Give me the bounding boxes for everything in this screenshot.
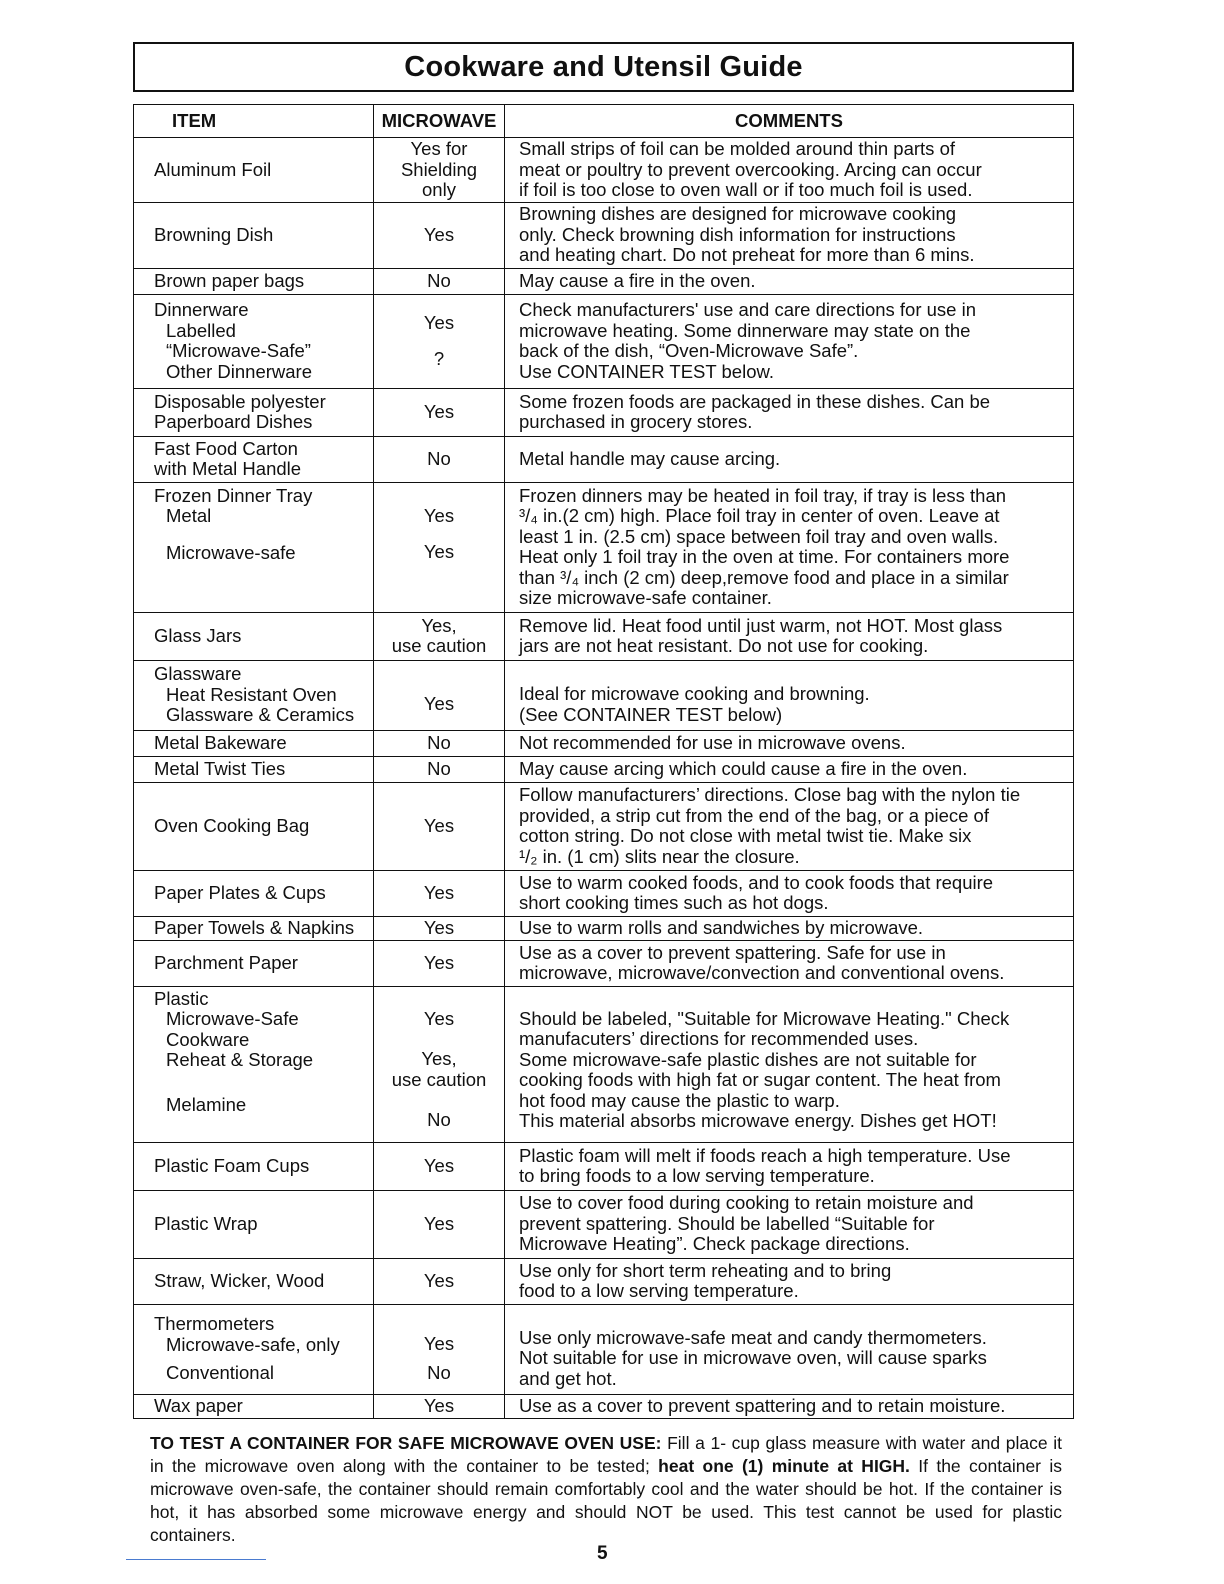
comment-line: and get hot.: [519, 1367, 617, 1389]
comment-line: microwave, microwave/convection and conventional ovens.: [519, 962, 1005, 983]
item-name: Plastic Foam Cups: [154, 1154, 310, 1176]
comment-line: Plastic foam will melt if foods reach a high temperature. Use: [519, 1144, 1011, 1166]
comment-line: Use as a cover to prevent spattering. Safe for use in: [519, 941, 946, 963]
comment-line: (See CONTAINER TEST below): [519, 703, 783, 725]
comment-line: prevent spattering. Should be labelled “Suitable for: [519, 1212, 935, 1234]
comment-line: cooking foods with high fat or sugar content. The heat from: [519, 1069, 1001, 1090]
comment-line: purchased in grocery stores.: [519, 411, 753, 432]
item-name: Paper Plates & Cups: [154, 881, 326, 903]
title-box: [133, 42, 1074, 92]
item-name: Browning Dish: [154, 223, 274, 245]
microwave-value: Yes: [423, 693, 455, 715]
item-sub-name: Conventional: [166, 1362, 274, 1384]
comment-line: back of the dish, “Oven-Microwave Safe”.: [519, 340, 859, 361]
microwave-value: Yes: [423, 814, 455, 836]
item-name: Aluminum Foil: [154, 158, 272, 180]
microwave-cell: [374, 294, 505, 388]
table-row: [134, 294, 1074, 388]
microwave-cell: [374, 138, 505, 203]
table-row: [134, 1304, 1074, 1394]
table-header-row: [134, 105, 1074, 138]
microwave-cell: [374, 1142, 505, 1190]
header-microwave: MICROWAVE: [374, 105, 505, 138]
microwave-value: Yes: [423, 951, 455, 973]
microwave-cell: [374, 202, 505, 268]
microwave-value: Yes: [423, 1007, 455, 1029]
item-name: Oven Cooking Bag: [154, 814, 310, 836]
comment-cell: [505, 940, 1074, 986]
item-sub-name: Glassware & Ceramics: [166, 704, 355, 726]
comment-line: size microwave-safe container.: [519, 587, 772, 608]
comment-cell: [505, 268, 1074, 294]
item-cell: [134, 1258, 374, 1304]
item-cell: [134, 388, 374, 436]
item-cell: [134, 482, 374, 612]
comment-cell: [505, 294, 1074, 388]
comment-line: Browning dishes are designed for microwave cooking: [519, 203, 957, 225]
item-name: Glass Jars: [154, 624, 242, 646]
microwave-value: No: [427, 757, 451, 779]
comment-cell: [505, 1190, 1074, 1258]
item-cell: [134, 986, 374, 1142]
item-cell: [134, 870, 374, 916]
comment-line: Some frozen foods are packaged in these dishes. Can be: [519, 390, 991, 412]
microwave-cell: [374, 482, 505, 612]
comment-line: than ³/₄ inch (2 cm) deep,remove food and place in a similar: [519, 566, 1009, 588]
comment-line: Not suitable for use in microwave oven, will cause sparks: [519, 1347, 987, 1369]
cookware-table: [133, 104, 1074, 1419]
table-row: [134, 916, 1074, 940]
table-row: [134, 1394, 1074, 1418]
comment-line: ¹/₂ in. (1 cm) slits near the closure.: [519, 845, 800, 867]
table-row: [134, 940, 1074, 986]
comment-line: Use to warm cooked foods, and to cook foods that require: [519, 871, 994, 893]
table-row: [134, 1190, 1074, 1258]
table-row: [134, 870, 1074, 916]
container-test-part1: Fill a 1- cup glass measure with water and place it in the microwave oven along with the container to be tested;: [150, 1433, 1062, 1476]
microwave-cell: [374, 782, 505, 870]
comment-line: jars are not heat resistant. Do not use for cooking.: [519, 635, 929, 656]
comment-line: short cooking times such as hot dogs.: [519, 892, 829, 913]
comment-line: Microwave Heating”. Check package directions.: [519, 1233, 910, 1255]
microwave-value: No: [427, 269, 451, 291]
microwave-cell: [374, 388, 505, 436]
header-item: ITEM: [134, 105, 374, 138]
microwave-value: Yes: [423, 311, 455, 333]
item-name: Metal Twist Ties: [154, 757, 286, 779]
microwave-value: No: [427, 447, 451, 469]
item-sub-name: Reheat & Storage: [166, 1049, 314, 1070]
table-row: [134, 612, 1074, 660]
item-sub-name: Melamine: [166, 1093, 247, 1115]
microwave-value: No: [427, 731, 451, 753]
comment-cell: [505, 756, 1074, 782]
microwave-value: Yes: [423, 881, 455, 903]
comment-line: provided, a strip cut from the end of the bag, or a piece of: [519, 804, 989, 826]
item-cell: [134, 1304, 374, 1394]
item-sub-name: Heat Resistant Oven: [166, 683, 337, 705]
comment-line: Use to cover food during cooking to retain moisture and: [519, 1192, 974, 1214]
microwave-cell: [374, 1304, 505, 1394]
item-cell: [134, 940, 374, 986]
comment-line: Check manufacturers' use and care directions for use in: [519, 299, 977, 320]
container-test-part2: If the container is microwave oven-safe, the container should remain comfortably cool and the water should be hot. If the container is hot, it has absorbed some microwave energy and should NOT be used. This test cannot be used for plastic containers.: [150, 1456, 1062, 1545]
microwave-value: Yes: [423, 1269, 455, 1291]
table-row: [134, 482, 1074, 612]
comment-line: only. Check browning dish information for instructions: [519, 223, 956, 245]
item-cell: [134, 916, 374, 940]
microwave-value: Yes: [423, 541, 455, 562]
comment-line: May cause a fire in the oven.: [519, 269, 756, 291]
comment-line: cotton string. Do not close with metal twist tie. Make six: [519, 825, 972, 846]
microwave-cell: [374, 436, 505, 482]
comment-line: manufacuters’ directions for recommended uses.: [519, 1028, 919, 1049]
item-cell: [134, 756, 374, 782]
comment-line: Use to warm rolls and sandwiches by microwave.: [519, 916, 924, 938]
item-name: Plastic: [154, 987, 209, 1009]
comment-cell: [505, 782, 1074, 870]
table-row: [134, 436, 1074, 482]
comment-line: if foil is too close to oven wall or if too much foil is used.: [519, 179, 973, 200]
comment-line: Metal handle may cause arcing.: [519, 447, 781, 469]
microwave-cell: [374, 986, 505, 1142]
comment-cell: [505, 138, 1074, 203]
item-cell: [134, 294, 374, 388]
item-cell: [134, 1190, 374, 1258]
comment-line: to bring foods to a low serving temperature.: [519, 1165, 875, 1186]
microwave-value: Yes,: [421, 614, 457, 636]
footer-rule: [126, 1559, 266, 1560]
microwave-value: ?: [433, 348, 445, 369]
item-sub-name: “Microwave-Safe”: [166, 340, 311, 361]
comment-cell: [505, 916, 1074, 940]
item-cell: [134, 138, 374, 203]
comment-line: Not recommended for use in microwave ovens.: [519, 731, 906, 753]
microwave-value: Yes: [423, 1333, 455, 1354]
table-row: [134, 1258, 1074, 1304]
microwave-cell: [374, 612, 505, 660]
comment-line: Ideal for microwave cooking and browning.: [519, 683, 870, 704]
item-cell: [134, 782, 374, 870]
comment-line: meat or poultry to prevent overcooking. Arcing can occur: [519, 158, 982, 180]
item-sub-name: Labelled: [166, 319, 236, 341]
comment-cell: [505, 986, 1074, 1142]
microwave-value: only: [422, 179, 456, 200]
microwave-value: Yes,: [421, 1048, 457, 1069]
table-row: [134, 756, 1074, 782]
microwave-value: Yes: [423, 1154, 455, 1176]
item-name: Plastic Wrap: [154, 1212, 258, 1234]
item-sub-name: Cookware: [166, 1028, 250, 1050]
comment-line: Small strips of foil can be molded around thin parts of: [519, 138, 956, 159]
comment-line: Use CONTAINER TEST below.: [519, 360, 774, 382]
comment-line: Should be labeled, "Suitable for Microwave Heating." Check: [519, 1007, 1010, 1029]
item-sub-name: Microwave-safe, only: [166, 1333, 340, 1355]
comment-line: ³/₄ in.(2 cm) high. Place foil tray in center of oven. Leave at: [519, 505, 1000, 526]
item-cell: [134, 730, 374, 756]
table-row: [134, 730, 1074, 756]
microwave-value: Yes: [423, 400, 455, 422]
page-number: 5: [597, 1543, 608, 1564]
microwave-value: No: [427, 1361, 451, 1383]
comment-line: Some microwave-safe plastic dishes are not suitable for: [519, 1048, 977, 1070]
item-name: Brown paper bags: [154, 269, 305, 291]
comment-cell: [505, 612, 1074, 660]
comment-cell: [505, 436, 1074, 482]
item-cell: [134, 202, 374, 268]
table-row: [134, 268, 1074, 294]
comment-line: Use as a cover to prevent spattering and to retain moisture.: [519, 1394, 1006, 1416]
comment-cell: [505, 660, 1074, 730]
item-name: Paperboard Dishes: [154, 411, 313, 432]
item-name: Frozen Dinner Tray: [154, 484, 313, 506]
microwave-cell: [374, 268, 505, 294]
table-row: [134, 1142, 1074, 1190]
item-name: Dinnerware: [154, 299, 249, 320]
microwave-value: Yes for: [410, 138, 468, 159]
item-cell: [134, 1142, 374, 1190]
table-row: [134, 138, 1074, 203]
microwave-cell: [374, 940, 505, 986]
item-name: Fast Food Carton: [154, 437, 298, 459]
container-test-heading: TO TEST A CONTAINER FOR SAFE MICROWAVE OVEN USE:: [150, 1433, 662, 1453]
microwave-cell: [374, 756, 505, 782]
item-cell: [134, 1394, 374, 1418]
microwave-cell: [374, 660, 505, 730]
microwave-cell: [374, 1258, 505, 1304]
comment-line: Heat only 1 foil tray in the oven at time. For containers more: [519, 546, 1010, 567]
item-name: with Metal Handle: [154, 458, 302, 479]
item-sub-name: Microwave-safe: [166, 541, 296, 563]
comment-cell: [505, 870, 1074, 916]
container-test-bold: heat one (1) minute at HIGH.: [658, 1456, 910, 1476]
microwave-value: Shielding: [400, 158, 478, 180]
container-test-text: [150, 1432, 1062, 1547]
item-name: Paper Towels & Napkins: [154, 916, 355, 938]
table-row: [134, 202, 1074, 268]
container-test-paragraph: [150, 1432, 1062, 1547]
comment-line: Remove lid. Heat food until just warm, not HOT. Most glass: [519, 614, 1003, 636]
microwave-value: Yes: [423, 1212, 455, 1234]
comment-cell: [505, 1258, 1074, 1304]
table-row: [134, 660, 1074, 730]
table-row: [134, 986, 1074, 1142]
item-sub-name: Microwave-Safe: [166, 1008, 299, 1029]
item-cell: [134, 612, 374, 660]
comment-line: This material absorbs microwave energy. Dishes get HOT!: [519, 1110, 997, 1131]
comment-line: Follow manufacturers’ directions. Close bag with the nylon tie: [519, 784, 1021, 805]
microwave-cell: [374, 1190, 505, 1258]
header-comments: COMMENTS: [505, 105, 1074, 138]
comment-line: May cause arcing which could cause a fire in the oven.: [519, 757, 968, 779]
page-title: Cookware and Utensil Guide: [404, 50, 803, 83]
microwave-cell: [374, 1394, 505, 1418]
microwave-value: Yes: [423, 916, 455, 938]
comment-cell: [505, 1394, 1074, 1418]
comment-line: and heating chart. Do not preheat for more than 6 mins.: [519, 244, 975, 266]
microwave-value: Yes: [423, 223, 455, 245]
table-row: [134, 782, 1074, 870]
comment-line: Use only microwave-safe meat and candy thermometers.: [519, 1326, 987, 1348]
comment-line: Use only for short term reheating and to bring: [519, 1259, 892, 1281]
comment-cell: [505, 1304, 1074, 1394]
microwave-value: Yes: [423, 1394, 455, 1416]
microwave-value: use caution: [391, 635, 487, 656]
comment-line: hot food may cause the plastic to warp.: [519, 1089, 840, 1111]
item-name: Parchment Paper: [154, 951, 298, 973]
item-name: Metal Bakeware: [154, 731, 287, 753]
item-name: Wax paper: [154, 1394, 243, 1416]
comment-cell: [505, 730, 1074, 756]
comment-cell: [505, 1142, 1074, 1190]
microwave-value: use caution: [391, 1068, 487, 1090]
item-sub-name: Other Dinnerware: [166, 360, 313, 382]
comment-cell: [505, 388, 1074, 436]
comment-cell: [505, 482, 1074, 612]
microwave-cell: [374, 730, 505, 756]
item-name: Disposable polyester: [154, 390, 326, 412]
table-row: [134, 388, 1074, 436]
comment-line: least 1 in. (2.5 cm) space between foil tray and oven walls.: [519, 525, 999, 547]
microwave-value: Yes: [423, 504, 455, 526]
comment-cell: [505, 202, 1074, 268]
microwave-cell: [374, 916, 505, 940]
item-name: Straw, Wicker, Wood: [154, 1269, 325, 1291]
comment-line: food to a low serving temperature.: [519, 1280, 799, 1301]
item-name: Glassware: [154, 663, 242, 685]
comment-line: Frozen dinners may be heated in foil tray, if tray is less than: [519, 484, 1007, 506]
comment-line: microwave heating. Some dinnerware may state on the: [519, 319, 971, 341]
item-cell: [134, 268, 374, 294]
microwave-value: No: [427, 1109, 451, 1130]
item-sub-name: Metal: [166, 505, 212, 526]
item-cell: [134, 660, 374, 730]
item-cell: [134, 436, 374, 482]
microwave-cell: [374, 870, 505, 916]
item-name: Thermometers: [154, 1313, 275, 1335]
